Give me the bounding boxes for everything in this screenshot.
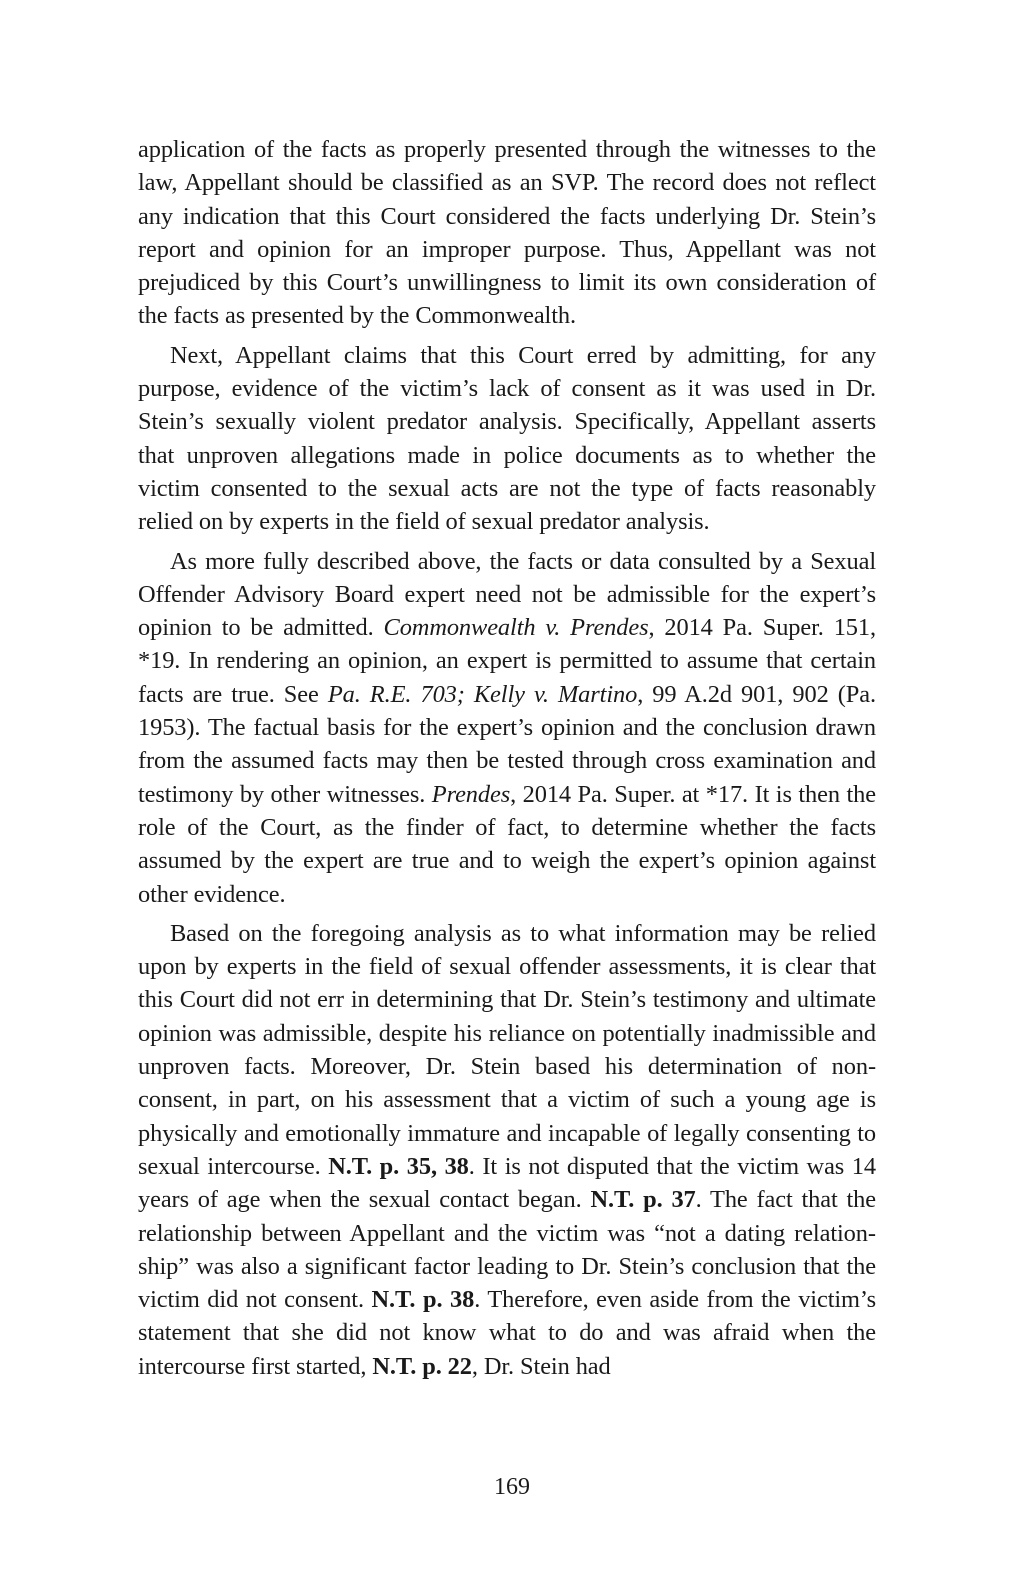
transcript-reference: N.T. p. 35, 38 [328, 1152, 469, 1180]
transcript-reference: N.T. p. 38 [371, 1286, 475, 1314]
paragraph-4-text: . It is not disputed that the victim was 14 years of age when the sexual contact began. [138, 1152, 876, 1214]
paragraph-1-text: application of the facts as properly presented through the witnesses to the law, Appellant should be classified as an SVP. The record does not reflect any indication that this Court considered the facts underlying Dr. Stein’s report and opinion for an improper purpose. Thus, Appellant was not prejudiced by this Court’s unwillingness to limit its own consideration of the facts as presented by the Commonwealth. [138, 136, 876, 330]
case-citation-prendes: Prendes [431, 780, 511, 808]
case-citation-pa-re-703-kelly-v-martino: Pa. R.E. 703; Kelly v. Martino [327, 680, 638, 708]
paragraph-2 [138, 339, 876, 539]
paragraph-4 [138, 917, 876, 1383]
paragraph-2-text: Next, Appellant claims that this Court erred by admitting, for any purpose, evidence of the victim’s lack of consent as it was used in Dr. Stein’s sexually violent predator analysis. Specifically, Appellant asserts that unproven allegations made in police documents as to whether the victim consented to the sexual acts are not the type of facts reasonably relied on by experts in the field of sexual predator analysis. [138, 341, 876, 536]
paragraph-1 [138, 133, 876, 333]
paragraph-4-text: . The fact that the relationship between Appellant and the victim was “not a dating relationship” was also a significant factor leading to Dr. Stein’s conclusion that the victim did not consent. [138, 1186, 876, 1314]
paragraph-4-text: , Dr. Stein had [471, 1352, 611, 1380]
paragraph-4-text: . Therefore, even aside from the victim’s statement that she did not know what to do and was afraid when the intercourse first started, [138, 1286, 876, 1380]
case-citation-commonwealth-v-prendes: Commonwealth v. Prendes [383, 614, 649, 642]
transcript-reference: N.T. p. 37 [590, 1186, 696, 1214]
paragraph-3-text: As more fully described above, the facts or data consulted by a Sexual Offender Advisory Board expert need not be admissible for the expert’s opinion to be admitted. [138, 547, 876, 642]
page-number: 169 [494, 1474, 530, 1500]
paragraph-4-text: Based on the foregoing analysis as to what information may be relied upon by experts in the field of sexual offender assessments, it is clear that this Court did not err in determining that Dr. Stein’s testimony and ultimate opinion was admissible, despite his reliance on potentially inadmissible and unproven facts. Moreover, Dr. Stein based his determination of non-consent, in part, on his assessment that a victim of such a young age is physically and emotionally immature and incapable of legally consenting to sexual intercourse. [138, 919, 876, 1180]
page-body [138, 133, 876, 1383]
paragraph-3-text: , 2014 Pa. Super. at *17. It is then the role of the Court, as the finder of fact, to determine whether the facts assumed by the expert are true and to weigh the expert’s opinion against other evidence. [138, 780, 876, 908]
paragraph-3-text: , 2014 Pa. Super. 151, *19. In rendering an opinion, an expert is permitted to assume that certain facts are true. See [138, 614, 876, 708]
transcript-reference: N.T. p. 22 [372, 1352, 472, 1380]
paragraph-3-text: , 99 A.2d 901, 902 (Pa. 1953). The factual basis for the expert’s opinion and the conclusion drawn from the assumed facts may then be tested through cross examination and testimony by other witnesses. [138, 680, 876, 808]
paragraph-3 [138, 545, 876, 911]
